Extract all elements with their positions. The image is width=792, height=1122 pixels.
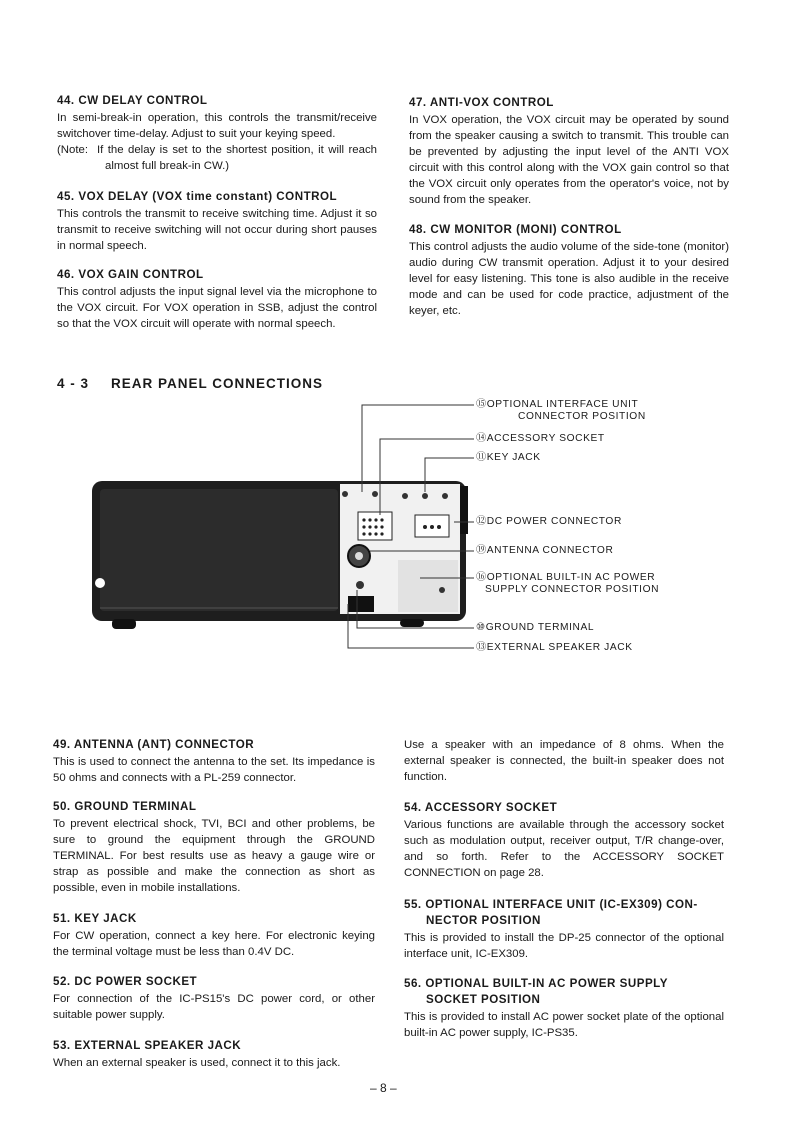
section-56-body: This is provided to install AC power socket plate of the optional built-in AC power supply, IC-PS35. [404,1011,724,1039]
section-number: 4 - 3 [57,376,90,391]
section-heading-text: REAR PANEL CONNECTIONS [111,376,324,391]
label-key-jack: ⑪KEY JACK [476,452,541,463]
section-56-title-line1: 56. OPTIONAL BUILT-IN AC POWER SUPPLY [404,977,668,990]
section-50-body: To prevent electrical shock, TVI, BCI and other problems, be sure to ground the equipment through the GROUND TERMINAL. For best results use as heavy a gauge wire or strap as possible and make the connection as short as possible, even in mobile installations. [53,818,375,894]
section-56-title [404,976,724,1008]
label-ground-terminal: ⑩GROUND TERMINAL [476,622,595,633]
section-52-title: 52. DC POWER SOCKET [53,975,198,988]
section-50-title: 50. GROUND TERMINAL [53,800,197,813]
label-dc-power: ⑫DC POWER CONNECTOR [476,516,622,527]
section-55-body: This is provided to install the DP-25 connector of the optional interface unit, IC-EX309. [404,932,724,960]
section-54-title: 54. ACCESSORY SOCKET [404,801,558,814]
label-optional-interface-2: CONNECTOR POSITION [518,411,646,422]
speaker-jack [348,596,374,612]
page-number: – 8 – [370,1081,397,1095]
section-55 [404,897,724,962]
section-54 [404,800,724,881]
section-47-body: In VOX operation, the VOX circuit may be operated by sound from the speaker causing a switch to transmit. This trouble can be prevented by adjusting the input level of the ANTI VOX circuit with this control along with the VOX gain control so that the VOX circuit only operates from the operator's voice, not by sound from the speaker. [409,114,729,206]
section-49 [53,737,375,786]
section-53-body: When an external speaker is used, connect it to this jack. [53,1057,341,1069]
section-52 [53,974,375,1023]
section-51-body: For CW operation, connect a key here. For electronic keying the terminal voltage must be less than 0.4V DC. [53,930,375,958]
section-52-body: For connection of the IC-PS15's DC power cord, or other suitable power supply. [53,993,375,1021]
section-45-title: 45. VOX DELAY (VOX time constant) CONTROL [57,190,338,203]
section-55-title-line2: NECTOR POSITION [426,914,541,927]
section-53-title: 53. EXTERNAL SPEAKER JACK [53,1039,242,1052]
label-optional-ac-2: SUPPLY CONNECTOR POSITION [485,584,660,595]
section-44-title: 44. CW DELAY CONTROL [57,94,208,107]
section-46-body: This control adjusts the input signal level via the microphone to the VOX circuit. For VOX operation in SSB, adjust the control so that the VOX circuit will operate with normal speech. [57,286,377,330]
section-48-title: 48. CW MONITOR (MONI) CONTROL [409,223,622,236]
note-text: If the delay is set to the shortest position, it will reach almost full break-in CW.) [96,144,377,172]
section-47-title: 47. ANTI-VOX CONTROL [409,96,554,109]
label-optional-ac: ⑯OPTIONAL BUILT-IN AC POWER [476,572,656,583]
label-antenna: ⑲ANTENNA CONNECTOR [476,545,614,556]
section-51 [53,911,375,960]
ground-terminal [356,581,364,589]
chassis-panel [100,489,338,611]
section-56 [404,976,724,1041]
section-53-continued [404,737,724,785]
section-49-title: 49. ANTENNA (ANT) CONNECTOR [53,738,255,751]
label-external-speaker: ⑬EXTERNAL SPEAKER JACK [476,642,633,653]
section-55-title [404,897,724,929]
section-53-continued-body: Use a speaker with an impedance of 8 ohms. When the external speaker is connected, the built-in speaker does not function. [404,739,724,783]
label-optional-interface: ⑮OPTIONAL INTERFACE UNIT [476,399,639,410]
section-45-body: This controls the transmit to receive switching time. Adjust it so transmit to receive switching will not occur during short pauses in normal speech. [57,208,377,252]
section-54-body: Various functions are available through the accessory socket such as modulation output, receiver output, T/R change-over, and so forth. Refer to the ACCESSORY SOCKET CONNECTION on page 28. [404,819,724,879]
section-55-title-line1: 55. OPTIONAL INTERFACE UNIT (IC-EX309) CON- [404,898,698,911]
section-44-body: In semi-break-in operation, this controls the transmit/receive switchover time-delay. Adjust to suit your keying speed. [57,112,377,140]
section-51-title: 51. KEY JACK [53,912,137,925]
section-48-body: This control adjusts the audio volume of the side-tone (monitor) audio during CW transmit operation. Adjust it to your desired level for easy listening. This tone is also audible in the receive mode and can be used for code practice, adjustment of the keyer, etc. [409,241,729,317]
section-49-body: This is used to connect the antenna to the set. Its impedance is 50 ohms and connects with a PL-259 connector. [53,756,375,784]
label-accessory-socket: ⑭ACCESSORY SOCKET [476,433,605,444]
section-53 [53,1038,375,1071]
section-50 [53,799,375,896]
section-56-title-line2: SOCKET POSITION [426,993,541,1006]
note-label: (Note: [57,144,89,156]
section-46-title: 46. VOX GAIN CONTROL [57,268,204,281]
